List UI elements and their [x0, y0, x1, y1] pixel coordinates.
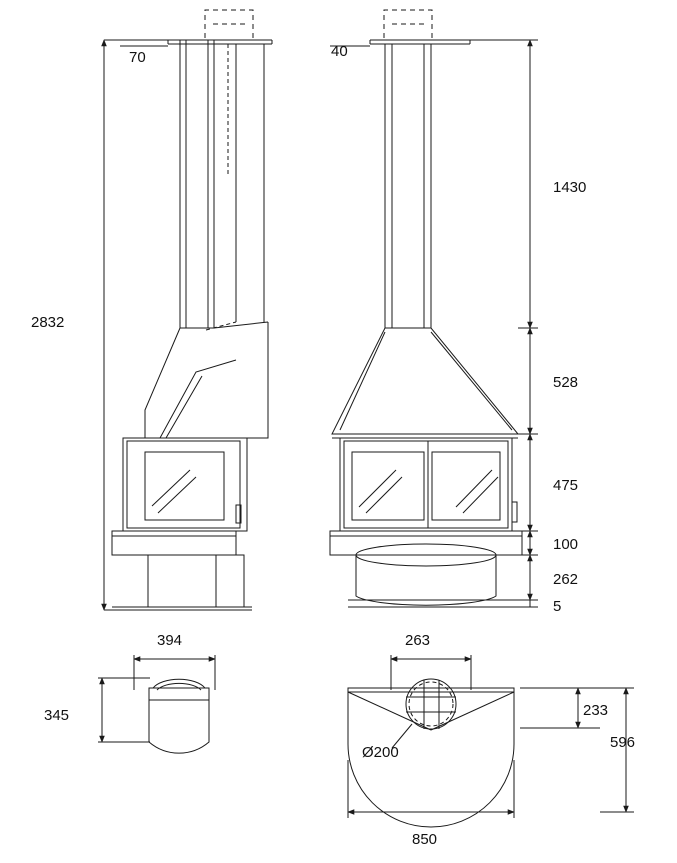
- dim-2832: [104, 40, 168, 610]
- label-263: 263: [405, 632, 431, 649]
- label-70: 70: [129, 49, 146, 66]
- dim-850: [348, 760, 514, 818]
- dim-394: [134, 655, 215, 690]
- label-596: 596: [610, 734, 636, 751]
- label-5: 5: [553, 598, 562, 615]
- dim-345: [98, 678, 150, 742]
- label-1430: 1430: [553, 179, 587, 196]
- label-394: 394: [157, 632, 183, 649]
- label-diameter-200: Ø200: [362, 744, 399, 761]
- dim-263: [391, 655, 471, 690]
- dim-chain-front: [470, 40, 538, 607]
- label-528: 528: [553, 374, 579, 391]
- label-2832: 2832: [31, 314, 65, 331]
- side-plan-view: [149, 679, 209, 753]
- label-40: 40: [331, 43, 348, 60]
- label-850: 850: [412, 831, 438, 848]
- label-100: 100: [553, 536, 579, 553]
- label-345: 345: [44, 707, 70, 724]
- side-view-elevation: [112, 10, 272, 610]
- label-262: 262: [553, 571, 579, 588]
- label-475: 475: [553, 477, 579, 494]
- front-view-elevation: [330, 10, 530, 607]
- label-233: 233: [583, 702, 609, 719]
